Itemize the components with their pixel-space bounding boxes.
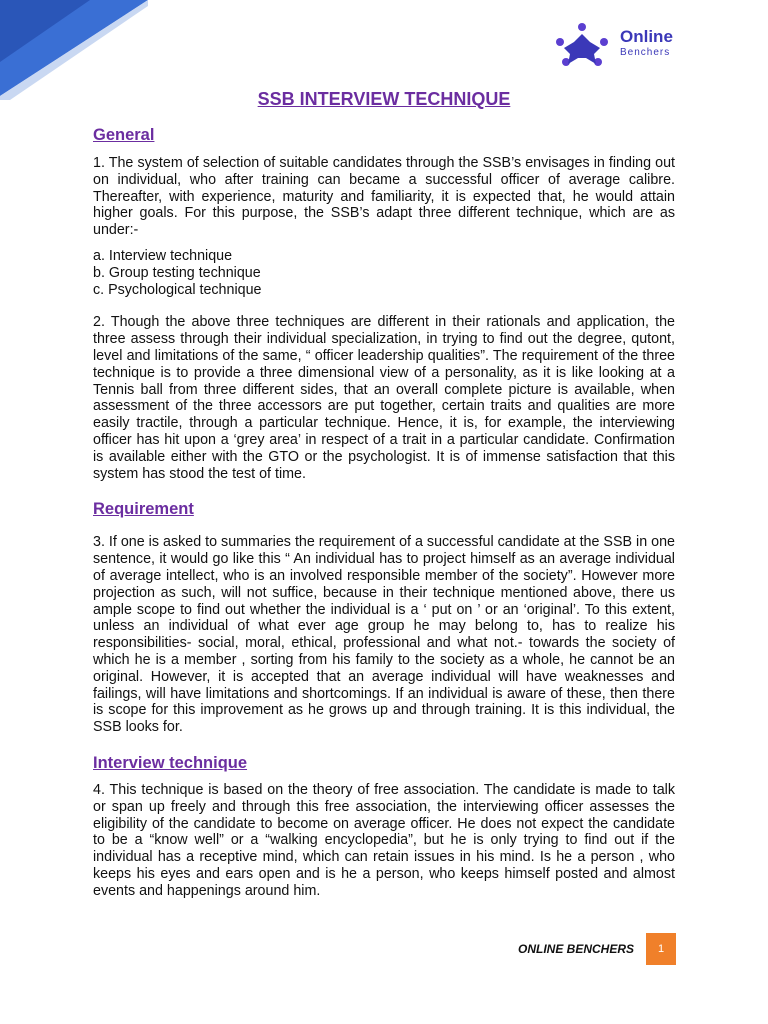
- list-item: b. Group testing technique: [93, 264, 261, 281]
- heading-interview-technique: Interview technique: [93, 753, 248, 772]
- heading-requirement: Requirement: [93, 500, 194, 519]
- paragraph-4: 4. This technique is based on the theory of free association. The candidate is made to talk or span up freely and through this free association, the interviewing officer assesses the eligibility of the candidate to become on average officer. He does not expect the candidate to be a “know well” or a “walking encyclopedia”, but he is only trying to find out if the individual has a receptive mind, which can retain issues in his mind. Is he a person , who keeps his eyes and ears open and is he a person, who keeps himself posted and almost events and happenings around him.: [93, 781, 675, 899]
- brand-sub: Benchers: [620, 47, 671, 58]
- list-item: a. Interview technique: [93, 247, 233, 264]
- heading-general: General: [93, 126, 155, 144]
- brand-name: Online: [620, 27, 673, 46]
- brand-logo: [556, 22, 686, 66]
- corner-decoration: [0, 0, 150, 100]
- footer-brand: ONLINE BENCHERS: [518, 942, 635, 956]
- document-body: [93, 125, 675, 899]
- list-item: c. Psychological technique: [93, 281, 262, 298]
- page-title: SSB INTERVIEW TECHNIQUE: [257, 89, 511, 109]
- paragraph-2: 2. Though the above three techniques are different in their rationals and application, the three assess through their individual specialization, in trying to find out the degree, qutont, level and limitations of the same, “ officer leadership qualities”. The requirement of the three technique is to provide a three dimensional view of a personality, as it is like looking at a Tennis ball from three different sides, that an overall complete picture is available, when assessment of the three accessors are put together, certain traits and qualities are more easily tractile, through a particular technique. Hence, it is, for example, the interviewing officer has hit upon a ‘grey area’ in respect of a trait in a particular candidate. Confirmation is available either with the GTO or the psychologist. It is of immense satisfaction that this system has stood the test of time.: [93, 314, 675, 482]
- page-number: 1: [646, 933, 676, 965]
- technique-list: [93, 248, 675, 298]
- people-circle-icon: [556, 22, 608, 66]
- paragraph-3: 3. If one is asked to summaries the requirement of a successful candidate at the SSB in one sentence, it would go like this “ An individual has to project himself as an average individual of average intellect, who is an involved responsible member of the society”. However more projection as such, will not suffice, because in their technique mentioned above, there us ample scope to find out whether the individual is a ‘ put on ’ or an ‘original’. To this extent, unless an individual of what ever age group he may belong to, has to realize his responsibilities- social, moral, ethical, professional and what not.- towards the society of which he is a member , sorting from his family to the society as a whole, he cannot be an original. However, it is accepted that an average individual will have weaknesses and failings, will have limitations and shortcomings. If an individual is aware of these, then there is scope for this improvement as he grows up and through training. It is this individual, the SSB looks for.: [93, 534, 675, 736]
- paragraph-1: 1. The system of selection of suitable candidates through the SSB’s envisages in finding out on individual, who after training can became a successful officer of average calibre. Thereafter, with experience, maturity and familiarity, it is expected that, he would attain higher goals. For this purpose, the SSB’s adapt three different technique, which are as under:-: [93, 155, 675, 239]
